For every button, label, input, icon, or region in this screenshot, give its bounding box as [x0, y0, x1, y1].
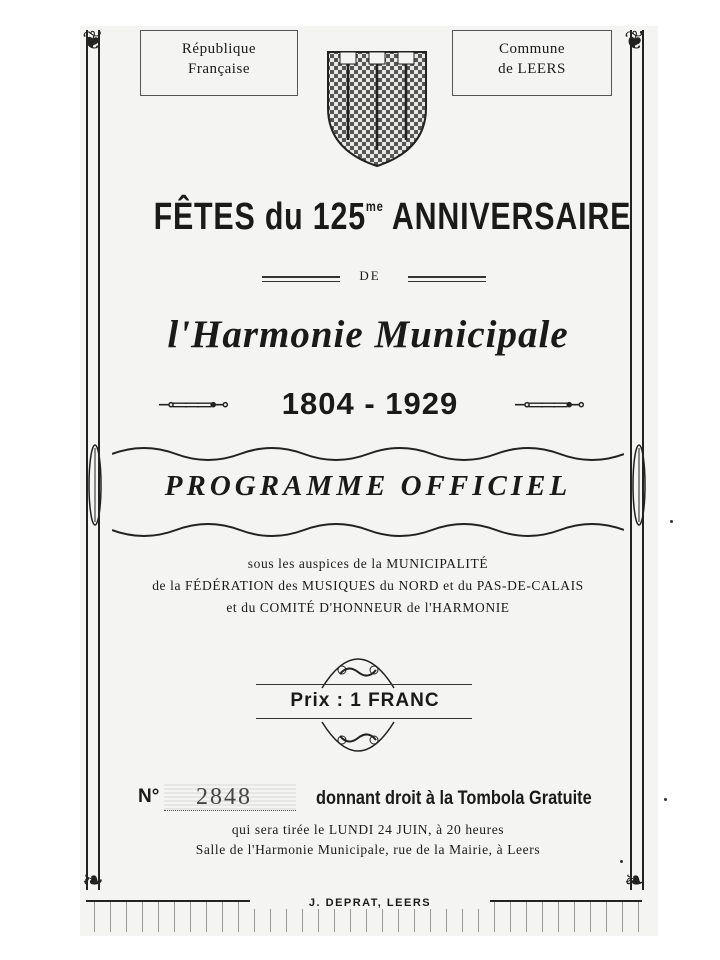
coat-of-arms-icon	[326, 50, 428, 168]
draw-date-line: qui sera tirée le LUNDI 24 JUIN, à 20 heures	[231, 822, 505, 837]
speck	[620, 860, 623, 863]
ticket-number-value: 2848	[196, 784, 252, 810]
price-rule	[256, 684, 472, 685]
corner-scroll-icon: ❧	[624, 866, 646, 895]
arrow-ornament-icon: ⊸═══⊷	[514, 394, 584, 416]
title-superscript: me	[365, 198, 384, 214]
wave-border-icon	[112, 442, 624, 466]
corner-scroll-icon: ❧	[82, 866, 104, 895]
corner-scroll-icon: ❦	[624, 26, 646, 55]
printer-credit: J. DEPRAT, LEERS	[250, 897, 490, 909]
harmonie-title: l'Harmonie Municipale	[167, 313, 569, 356]
price-label: Prix : 1 FRANC	[290, 690, 440, 711]
festival-title	[153, 196, 632, 239]
years-heading: 1804 - 1929	[281, 386, 459, 421]
wave-border-icon	[112, 518, 624, 542]
scroll-ornament-icon	[318, 720, 398, 770]
auspices-line1: sous les auspices de la MUNICIPALITÉ	[247, 556, 489, 571]
number-label: N°	[138, 786, 160, 807]
republic-box	[140, 30, 298, 96]
republic-line1: République	[181, 41, 257, 57]
title-part1: FÊTES du 125	[153, 196, 366, 238]
price-rule	[256, 718, 472, 719]
commune-line2: de LEERS	[498, 61, 566, 77]
side-leaf-icon	[87, 440, 103, 530]
title-part2: ANNIVERSAIRE	[383, 196, 632, 238]
scroll-ornament-icon	[318, 640, 398, 690]
commune-line1: Commune	[499, 41, 565, 57]
de-label: DE	[359, 268, 381, 283]
programme-heading: PROGRAMME OFFICIEL	[164, 470, 572, 502]
auspices-line2: de la FÉDÉRATION des MUSIQUES du NORD et du PAS-DE-CALAIS	[152, 578, 584, 593]
auspices-line3: et du COMITÉ D'HONNEUR de l'HARMONIE	[226, 600, 510, 615]
side-leaf-icon	[631, 440, 647, 530]
tombola-text: donnant droit à la Tombola Gratuite	[316, 788, 592, 809]
republic-line2: Française	[188, 61, 250, 77]
speck	[670, 520, 673, 523]
ticket-number-row	[138, 784, 608, 814]
speck	[664, 798, 667, 801]
draw-venue-line: Salle de l'Harmonie Municipale, rue de la Mairie, à Leers	[195, 842, 541, 857]
arrow-ornament-icon: ⊸═══⊷	[158, 394, 228, 416]
corner-scroll-icon: ❦	[82, 26, 104, 55]
commune-box	[452, 30, 612, 96]
